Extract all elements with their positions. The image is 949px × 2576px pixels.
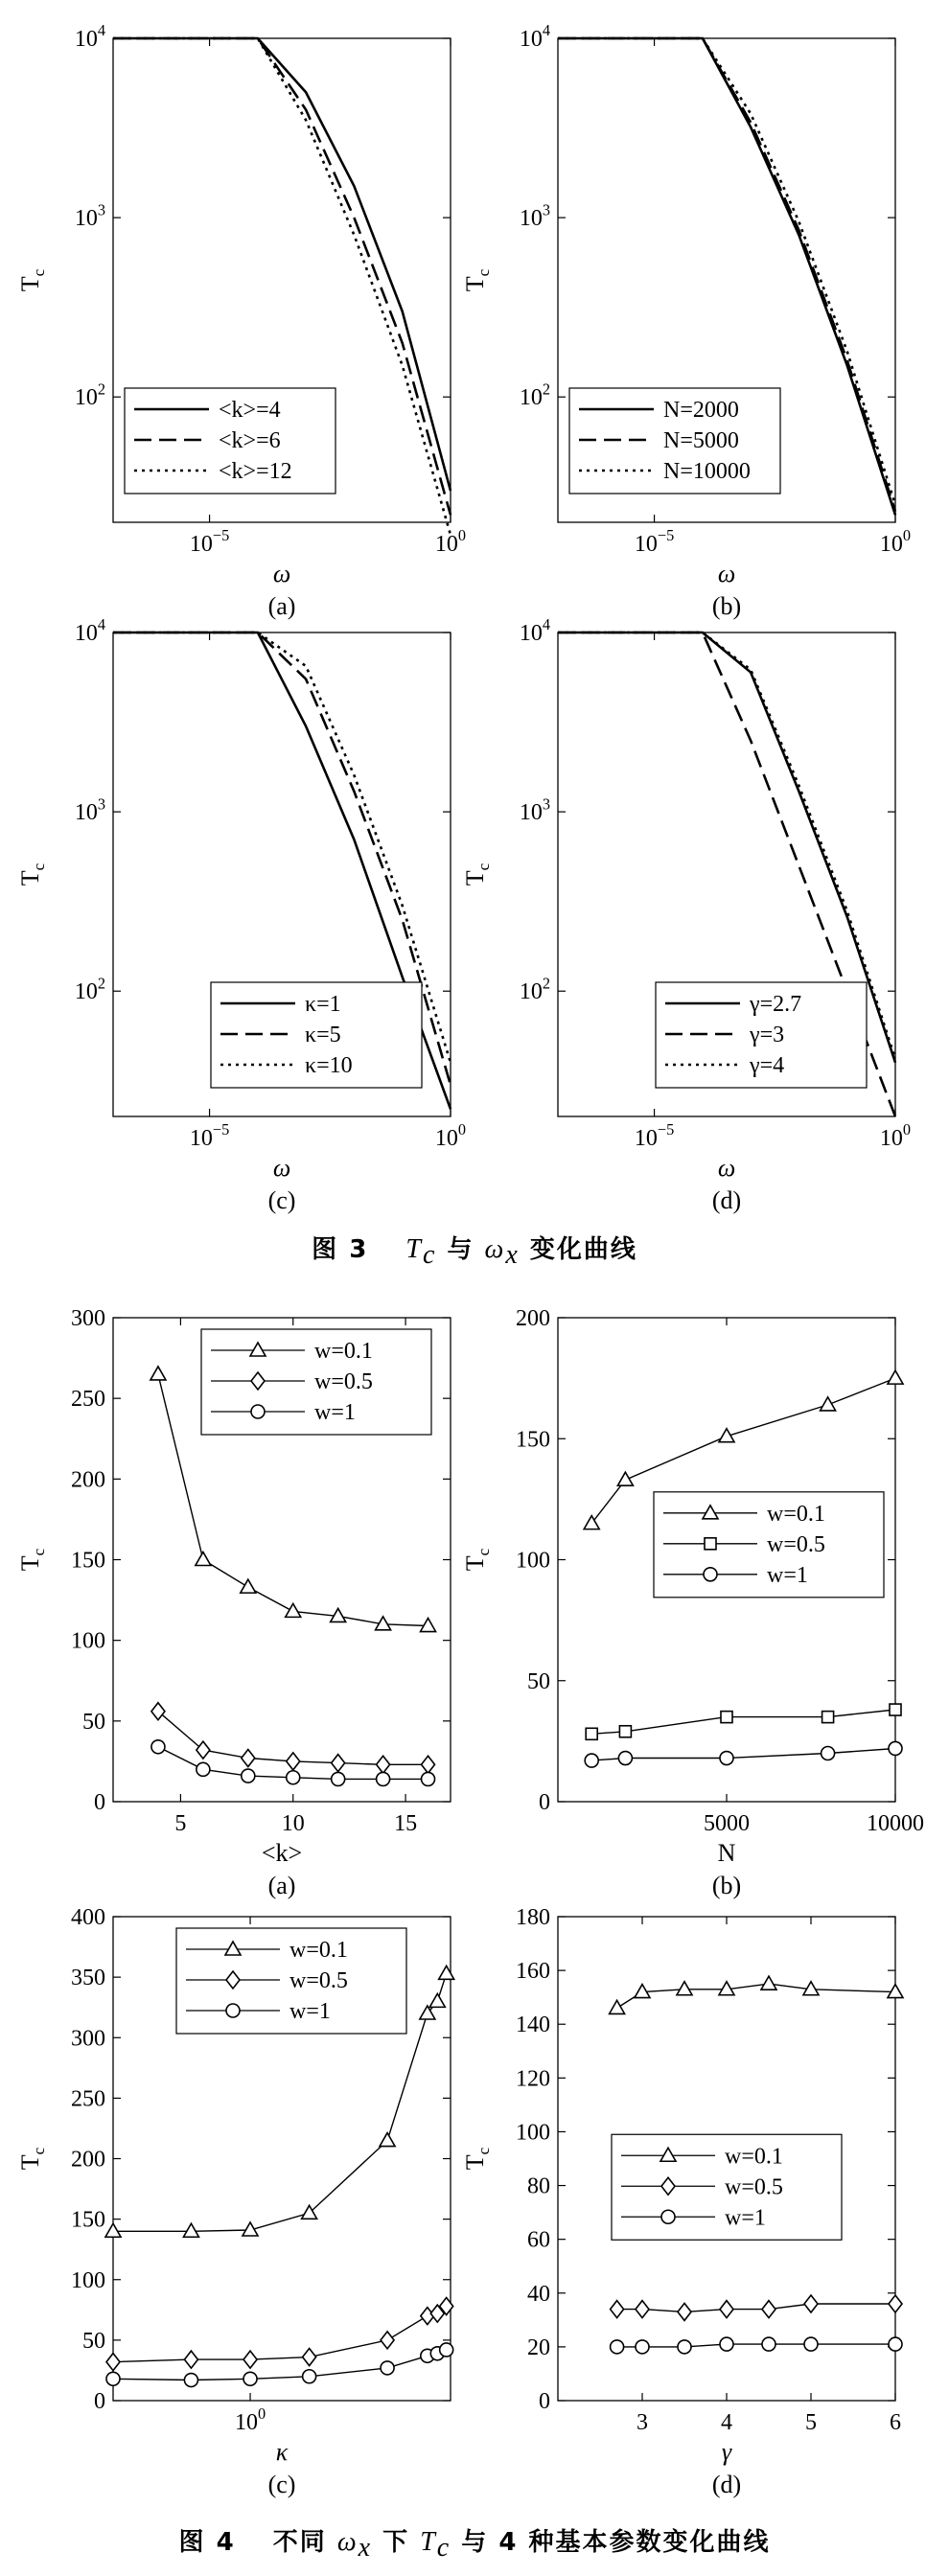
- y-axis-label: $T_c$: [461, 862, 493, 886]
- legend-swatch-marker: [226, 2004, 240, 2017]
- data-point: [619, 1726, 631, 1737]
- x-tick-label: $10^0$: [434, 526, 467, 557]
- x-axis-label: ω: [717, 560, 736, 587]
- y-tick-label: 160: [516, 1959, 550, 1985]
- data-point: [377, 1772, 390, 1785]
- caption-pre-text: 不同: [272, 2528, 327, 2557]
- legend-entry: N=5000: [663, 428, 739, 453]
- x-tick-label: $10^0$: [879, 526, 912, 557]
- caption-mid-text: 与 4 种基本参数变化曲线: [461, 2528, 771, 2557]
- y-tick-label: 250: [71, 1387, 105, 1413]
- x-tick-label: 15: [394, 1811, 418, 1836]
- y-tick-label: 50: [82, 2328, 105, 2354]
- x-tick-label: 6: [890, 2410, 901, 2435]
- legend-entry: <k>=4: [219, 398, 281, 423]
- legend-entry: <k>=12: [219, 459, 292, 484]
- legend-entry: w=1: [725, 2205, 766, 2231]
- legend-entry: N=10000: [663, 459, 751, 484]
- legend-swatch-marker: [251, 1405, 265, 1418]
- y-axis-label: $T_c$: [16, 1548, 48, 1572]
- y-axis-label: $T_c$: [16, 862, 48, 886]
- y-tick-label: 150: [71, 2207, 105, 2233]
- legend-entry: w=0.1: [725, 2144, 783, 2170]
- y-tick-label: 250: [71, 2086, 105, 2112]
- chart-fig4d: [461, 1905, 903, 2498]
- y-tick-label: 200: [71, 1467, 105, 1493]
- legend: [211, 982, 422, 1088]
- data-point: [422, 1772, 435, 1785]
- panel-sublabel: (c): [267, 1186, 296, 1214]
- y-tick-label: 0: [539, 2389, 550, 2414]
- y-tick-label: $10^3$: [74, 794, 105, 826]
- caption-omega-symbol: ω: [336, 2527, 359, 2557]
- legend-entry: N=2000: [663, 398, 739, 423]
- y-tick-label: 300: [71, 2026, 105, 2052]
- figure-4-label: 图 4: [178, 2528, 236, 2557]
- legend-swatch-marker: [661, 2210, 675, 2223]
- data-point: [822, 1747, 835, 1760]
- x-axis-label: <k>: [261, 1839, 303, 1867]
- y-tick-label: 200: [516, 1306, 550, 1331]
- y-tick-label: $10^4$: [74, 615, 105, 646]
- legend-entry: κ=1: [305, 992, 341, 1017]
- figure-3-caption: [0, 1230, 949, 1271]
- x-tick-label: $10^0$: [434, 1120, 467, 1151]
- x-axis-label: N: [717, 1839, 736, 1867]
- legend-entry: γ=2.7: [750, 992, 802, 1017]
- panel-sublabel: (a): [267, 1872, 296, 1899]
- data-point: [184, 2374, 197, 2387]
- y-tick-label: 100: [516, 1548, 550, 1574]
- caption-mid-text: 与: [447, 1235, 474, 1264]
- caption-t-symbol: T: [420, 2527, 437, 2557]
- legend-entry: w=1: [767, 1562, 808, 1588]
- legend-entry: γ=4: [750, 1053, 785, 1078]
- figure-4-caption: [0, 2522, 949, 2564]
- x-tick-label: $10^{-5}$: [189, 1120, 230, 1151]
- panel-sublabel: (c): [267, 2471, 296, 2498]
- y-tick-label: 0: [539, 1790, 550, 1815]
- data-point: [586, 1728, 597, 1739]
- y-tick-label: 50: [82, 1709, 105, 1735]
- y-tick-label: 60: [527, 2227, 550, 2253]
- y-tick-label: 350: [71, 1966, 105, 1991]
- legend-entry: κ=5: [305, 1023, 341, 1047]
- caption-omega-subscript: x: [358, 2533, 373, 2564]
- data-point: [151, 1740, 165, 1754]
- data-point: [611, 2340, 624, 2354]
- legend-entry: w=1: [289, 1999, 331, 2024]
- legend: [125, 388, 336, 494]
- data-point: [804, 2337, 818, 2351]
- y-tick-label: 150: [516, 1427, 550, 1453]
- x-tick-label: $10^0$: [234, 2404, 266, 2435]
- x-tick-label: 10000: [867, 1811, 924, 1836]
- x-axis-label: κ: [275, 2438, 289, 2466]
- legend-entry: <k>=6: [219, 428, 281, 453]
- y-tick-label: 200: [71, 2147, 105, 2173]
- legend-swatch-marker: [705, 1538, 716, 1550]
- data-point: [440, 2343, 453, 2357]
- data-point: [889, 2337, 902, 2351]
- data-point: [242, 1769, 255, 1782]
- x-tick-label: 10: [281, 1811, 305, 1836]
- figure-3-label: 图 3: [312, 1235, 369, 1264]
- y-axis-label: $T_c$: [461, 2147, 493, 2171]
- y-tick-label: $10^2$: [74, 974, 105, 1005]
- y-tick-label: 180: [516, 1905, 550, 1930]
- panel-sublabel: (d): [711, 1186, 742, 1214]
- x-tick-label: 4: [721, 2410, 732, 2435]
- chart-fig4c: [16, 1905, 454, 2498]
- y-tick-label: 100: [71, 1628, 105, 1654]
- data-point: [889, 1741, 902, 1755]
- legend-entry: w=0.5: [767, 1531, 825, 1557]
- y-tick-label: 0: [94, 1790, 105, 1815]
- chart-fig3d: [461, 615, 911, 1214]
- panel-sublabel: (d): [711, 2471, 742, 2498]
- chart-fig3b: [461, 21, 911, 620]
- y-tick-label: $10^2$: [519, 974, 550, 1005]
- legend: [569, 388, 780, 494]
- data-point: [381, 2361, 394, 2375]
- y-tick-label: $10^4$: [519, 615, 550, 646]
- data-point: [678, 2340, 691, 2354]
- data-point: [720, 2337, 733, 2351]
- y-axis-label: $T_c$: [461, 268, 493, 292]
- y-tick-label: 140: [516, 2012, 550, 2038]
- y-tick-label: 400: [71, 1905, 105, 1930]
- y-tick-label: $10^2$: [74, 380, 105, 411]
- legend-entry: w=0.1: [289, 1938, 348, 1963]
- chart-fig4b: [461, 1306, 924, 1899]
- data-point: [636, 2340, 649, 2354]
- caption-post-text: 变化曲线: [529, 1235, 637, 1264]
- y-tick-label: 50: [527, 1668, 550, 1694]
- legend: [176, 1928, 406, 2034]
- data-point: [822, 1712, 834, 1723]
- data-point: [618, 1752, 632, 1765]
- caption-t-subscript: c: [436, 2533, 451, 2564]
- legend: [654, 1492, 884, 1598]
- data-point: [287, 1771, 300, 1784]
- caption-omega-subscript: x: [505, 1240, 520, 1271]
- x-tick-label: 5: [805, 2410, 817, 2435]
- panel-sublabel: (b): [711, 592, 742, 620]
- legend: [201, 1329, 431, 1435]
- caption-t-symbol: T: [405, 1234, 423, 1264]
- chart-fig4a: [16, 1306, 451, 1899]
- x-axis-label: ω: [272, 560, 291, 587]
- y-tick-label: 150: [71, 1548, 105, 1574]
- y-tick-label: $10^2$: [519, 380, 550, 411]
- y-tick-label: 100: [516, 2120, 550, 2146]
- x-tick-label: 5: [174, 1811, 187, 1836]
- data-point: [303, 2370, 316, 2383]
- data-point: [762, 2337, 775, 2351]
- data-point: [721, 1712, 732, 1723]
- y-tick-label: 20: [527, 2334, 550, 2360]
- legend-swatch-marker: [704, 1568, 717, 1581]
- data-point: [585, 1754, 598, 1767]
- caption-omega-symbol: ω: [484, 1234, 506, 1264]
- y-tick-label: $10^3$: [519, 200, 550, 232]
- panel-sublabel: (a): [267, 592, 296, 620]
- y-tick-label: $10^3$: [519, 794, 550, 826]
- chart-fig3a: [16, 21, 466, 620]
- legend-entry: w=1: [314, 1400, 356, 1425]
- x-tick-label: 5000: [704, 1811, 750, 1836]
- x-tick-label: $10^{-5}$: [634, 526, 675, 557]
- legend-entry: w=0.5: [314, 1369, 373, 1394]
- y-tick-label: 40: [527, 2281, 550, 2307]
- data-point: [243, 2372, 257, 2385]
- legend-entry: w=0.1: [767, 1501, 825, 1527]
- x-axis-label: γ: [721, 2438, 732, 2466]
- x-axis-label: ω: [717, 1154, 736, 1182]
- data-point: [720, 1752, 733, 1765]
- data-point: [890, 1704, 901, 1715]
- y-tick-label: 0: [94, 2389, 105, 2414]
- x-tick-label: 3: [637, 2410, 648, 2435]
- y-axis-label: $T_c$: [461, 1548, 493, 1572]
- x-tick-label: $10^0$: [879, 1120, 912, 1151]
- caption-post-text: 下: [382, 2528, 410, 2557]
- legend-entry: w=0.5: [725, 2174, 783, 2200]
- x-axis-label: ω: [272, 1154, 291, 1182]
- legend: [656, 982, 867, 1088]
- legend-entry: κ=10: [305, 1053, 353, 1078]
- legend-entry: w=0.1: [314, 1339, 373, 1364]
- legend-entry: γ=3: [750, 1023, 785, 1047]
- panel-sublabel: (b): [711, 1872, 742, 1899]
- legend: [612, 2134, 842, 2240]
- y-tick-label: 100: [71, 2267, 105, 2293]
- y-tick-label: $10^4$: [519, 21, 550, 52]
- data-point: [106, 2372, 120, 2385]
- y-tick-label: $10^3$: [74, 200, 105, 232]
- y-axis-label: $T_c$: [16, 2147, 48, 2171]
- y-axis-label: $T_c$: [16, 268, 48, 292]
- data-point: [332, 1772, 345, 1785]
- chart-fig3c: [16, 615, 466, 1214]
- x-tick-label: $10^{-5}$: [189, 526, 230, 557]
- y-tick-label: 120: [516, 2066, 550, 2092]
- legend-entry: w=0.5: [289, 1968, 348, 1993]
- y-tick-label: 80: [527, 2174, 550, 2199]
- data-point: [197, 1762, 210, 1776]
- y-tick-label: 300: [71, 1306, 105, 1331]
- x-tick-label: $10^{-5}$: [634, 1120, 675, 1151]
- caption-t-subscript: c: [422, 1240, 437, 1271]
- y-tick-label: $10^4$: [74, 21, 105, 52]
